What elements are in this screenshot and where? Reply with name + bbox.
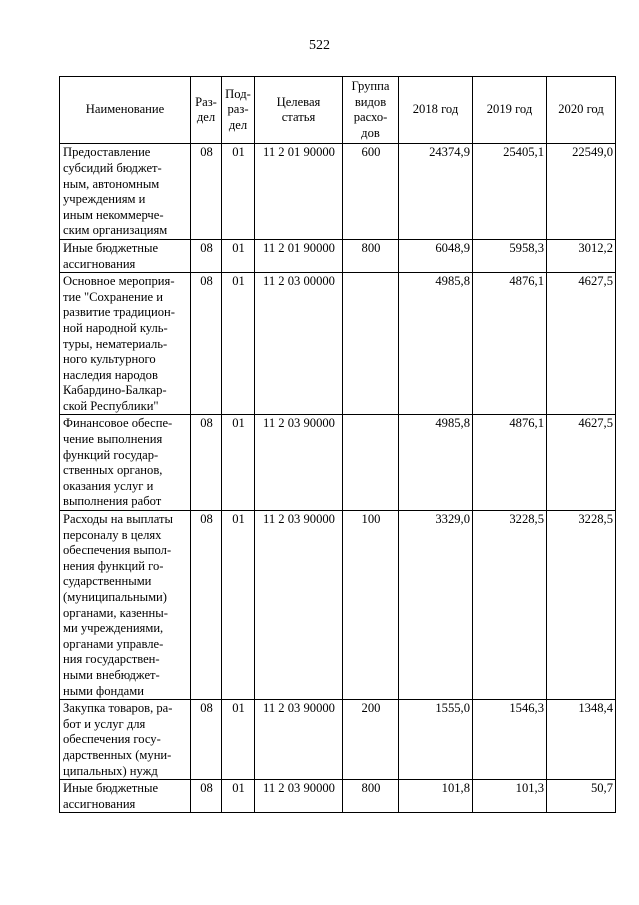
row-name-line: ассигнования xyxy=(63,256,136,271)
row-name-line: ными внебюджет- xyxy=(63,667,160,682)
row-name-line: ской Республики" xyxy=(63,398,159,413)
row-section: 08 xyxy=(191,700,222,780)
row-subsection: 01 xyxy=(222,144,255,240)
row-section: 08 xyxy=(191,415,222,511)
row-name xyxy=(60,239,191,272)
row-name-line: иным некоммерче- xyxy=(63,207,164,222)
row-name-line: обеспечения выпол- xyxy=(63,543,172,558)
row-value-2019: 4876,1 xyxy=(473,415,547,511)
row-name-line: ским организациям xyxy=(63,223,168,238)
row-value-2020: 22549,0 xyxy=(547,144,616,240)
row-name-line: сударственными xyxy=(63,574,152,589)
row-name-line: бот и услуг для xyxy=(63,716,146,731)
row-target-article: 11 2 01 90000 xyxy=(255,239,343,272)
row-expense-group: 600 xyxy=(343,144,399,240)
row-name-line: субсидий бюджет- xyxy=(63,160,162,175)
header-section: Раз- дел xyxy=(191,77,222,144)
row-name-line: ной народной куль- xyxy=(63,320,168,335)
row-name-line: Иные бюджетные xyxy=(63,781,159,796)
row-value-2020: 3012,2 xyxy=(547,239,616,272)
row-name-line: органами, казенны- xyxy=(63,605,168,620)
table-row xyxy=(60,415,616,511)
header-name: Наименование xyxy=(60,77,191,144)
row-name-line: оказания услуг и xyxy=(63,478,154,493)
row-section: 08 xyxy=(191,144,222,240)
row-name-line: чение выполнения xyxy=(63,432,163,447)
row-name-line: Расходы на выплаты xyxy=(63,512,173,527)
row-expense-group xyxy=(343,415,399,511)
row-name-line: ного культурного xyxy=(63,352,156,367)
header-target-article: Целевая статья xyxy=(255,77,343,144)
row-name-line: ассигнования xyxy=(63,796,136,811)
row-name-line: ным, автономным xyxy=(63,176,160,191)
row-name-line: тие "Сохранение и xyxy=(63,289,163,304)
row-name-line: (муниципальными) xyxy=(63,590,167,604)
row-name xyxy=(60,415,191,511)
row-value-2018: 101,8 xyxy=(399,780,473,813)
row-value-2019: 1546,3 xyxy=(473,700,547,780)
row-target-article: 11 2 03 90000 xyxy=(255,415,343,511)
table-row xyxy=(60,239,616,272)
row-name xyxy=(60,780,191,813)
row-value-2018: 6048,9 xyxy=(399,239,473,272)
row-name-line: дарственных (муни- xyxy=(63,747,172,762)
row-expense-group: 200 xyxy=(343,700,399,780)
header-expense-group: Группа видов расхо- дов xyxy=(343,77,399,144)
row-name-line: персоналу в целях xyxy=(63,527,162,542)
row-value-2020: 50,7 xyxy=(547,780,616,813)
budget-table xyxy=(59,76,616,813)
row-value-2019: 5958,3 xyxy=(473,239,547,272)
row-expense-group xyxy=(343,273,399,415)
row-section: 08 xyxy=(191,239,222,272)
row-expense-group: 800 xyxy=(343,239,399,272)
header-subsection: Под- раз- дел xyxy=(222,77,255,144)
row-target-article: 11 2 03 90000 xyxy=(255,511,343,700)
row-expense-group: 100 xyxy=(343,511,399,700)
row-name-line: нения функций го- xyxy=(63,558,164,573)
row-value-2019: 3228,5 xyxy=(473,511,547,700)
row-subsection: 01 xyxy=(222,780,255,813)
row-value-2020: 4627,5 xyxy=(547,273,616,415)
row-value-2018: 1555,0 xyxy=(399,700,473,780)
row-target-article: 11 2 03 00000 xyxy=(255,273,343,415)
row-subsection: 01 xyxy=(222,511,255,700)
row-name xyxy=(60,700,191,780)
row-name-line: ными фондами xyxy=(63,683,144,698)
row-value-2020: 1348,4 xyxy=(547,700,616,780)
row-value-2019: 25405,1 xyxy=(473,144,547,240)
row-subsection: 01 xyxy=(222,273,255,415)
row-name-line: Закупка товаров, ра- xyxy=(63,701,173,716)
table-row xyxy=(60,144,616,240)
row-value-2018: 3329,0 xyxy=(399,511,473,700)
row-name-line: Финансовое обеспе- xyxy=(63,416,173,431)
row-target-article: 11 2 01 90000 xyxy=(255,144,343,240)
row-name-line: Основное мероприя- xyxy=(63,274,175,289)
row-name-line: ципальных) нужд xyxy=(63,763,158,778)
row-name-line: органами управле- xyxy=(63,636,164,651)
row-name xyxy=(60,511,191,700)
row-name xyxy=(60,273,191,415)
row-name-line: Иные бюджетные xyxy=(63,240,159,255)
row-value-2018: 4985,8 xyxy=(399,273,473,415)
row-value-2019: 4876,1 xyxy=(473,273,547,415)
row-value-2019: 101,3 xyxy=(473,780,547,813)
row-name-line: функций государ- xyxy=(63,447,159,462)
table-row xyxy=(60,780,616,813)
row-name-line: выполнения работ xyxy=(63,494,162,509)
table-row xyxy=(60,511,616,700)
row-target-article: 11 2 03 90000 xyxy=(255,700,343,780)
header-2018: 2018 год xyxy=(399,77,473,144)
row-target-article: 11 2 03 90000 xyxy=(255,780,343,813)
row-name xyxy=(60,144,191,240)
row-section: 08 xyxy=(191,273,222,415)
row-subsection: 01 xyxy=(222,239,255,272)
page-number: 522 xyxy=(309,38,330,53)
row-value-2020: 3228,5 xyxy=(547,511,616,700)
row-name-line: учреждениям и xyxy=(63,192,146,207)
row-section: 08 xyxy=(191,511,222,700)
row-name-line: Кабардино-Балкар- xyxy=(63,383,167,398)
header-2019: 2019 год xyxy=(473,77,547,144)
row-expense-group: 800 xyxy=(343,780,399,813)
row-subsection: 01 xyxy=(222,415,255,511)
header-2020: 2020 год xyxy=(547,77,616,144)
table-row xyxy=(60,273,616,415)
row-name-line: развитие традицион- xyxy=(63,305,175,320)
row-name-line: наследия народов xyxy=(63,367,158,382)
row-name-line: ми учреждениями, xyxy=(63,621,164,636)
header-row xyxy=(60,77,616,144)
row-value-2020: 4627,5 xyxy=(547,415,616,511)
row-value-2018: 24374,9 xyxy=(399,144,473,240)
row-name-line: Предоставление xyxy=(63,145,151,160)
row-name-line: туры, нематериаль- xyxy=(63,336,168,351)
row-name-line: ственных органов, xyxy=(63,463,163,478)
table-body xyxy=(60,144,616,813)
row-subsection: 01 xyxy=(222,700,255,780)
row-value-2018: 4985,8 xyxy=(399,415,473,511)
row-name-line: ния государствен- xyxy=(63,652,160,667)
row-name-line: обеспечения госу- xyxy=(63,732,161,747)
row-section: 08 xyxy=(191,780,222,813)
table-row xyxy=(60,700,616,780)
